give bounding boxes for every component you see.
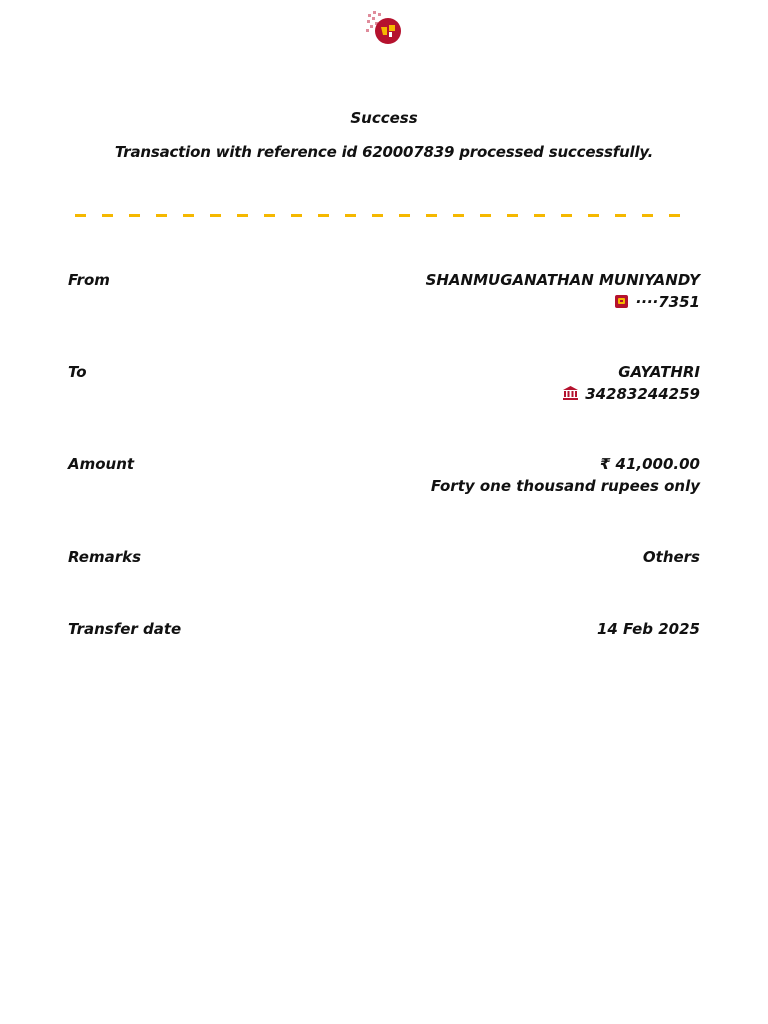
dashed-divider bbox=[75, 214, 687, 217]
from-value bbox=[426, 269, 700, 315]
to-account-line bbox=[562, 383, 700, 407]
to-account-number: 34283244259 bbox=[585, 385, 700, 403]
remarks-label: Remarks bbox=[68, 548, 142, 566]
amount-value bbox=[431, 453, 700, 497]
to-name: GAYATHRI bbox=[618, 363, 700, 381]
amount-label: Amount bbox=[68, 455, 135, 473]
amount-figure: ₹ 41,000.00 bbox=[599, 455, 700, 473]
from-account-line bbox=[426, 291, 700, 315]
remarks-text: Others bbox=[642, 548, 700, 566]
from-label: From bbox=[68, 271, 110, 289]
bank-logo-icon bbox=[364, 8, 404, 48]
transfer-date-text: 14 Feb 2025 bbox=[596, 620, 700, 638]
from-name: SHANMUGANATHAN MUNIYANDY bbox=[425, 271, 700, 289]
transfer-date-value bbox=[597, 618, 700, 640]
amount-in-words: Forty one thousand rupees only bbox=[430, 477, 700, 495]
bank-icon bbox=[562, 385, 579, 407]
to-value bbox=[562, 361, 700, 407]
status-message: Transaction with reference id 620007839 processed successfully. bbox=[114, 143, 654, 161]
transfer-date-label: Transfer date bbox=[68, 620, 182, 638]
wallet-icon bbox=[614, 293, 629, 315]
from-account-number: ····7351 bbox=[635, 293, 700, 311]
remarks-value bbox=[643, 546, 700, 568]
to-label: To bbox=[68, 363, 87, 381]
status-title: Success bbox=[350, 109, 418, 127]
